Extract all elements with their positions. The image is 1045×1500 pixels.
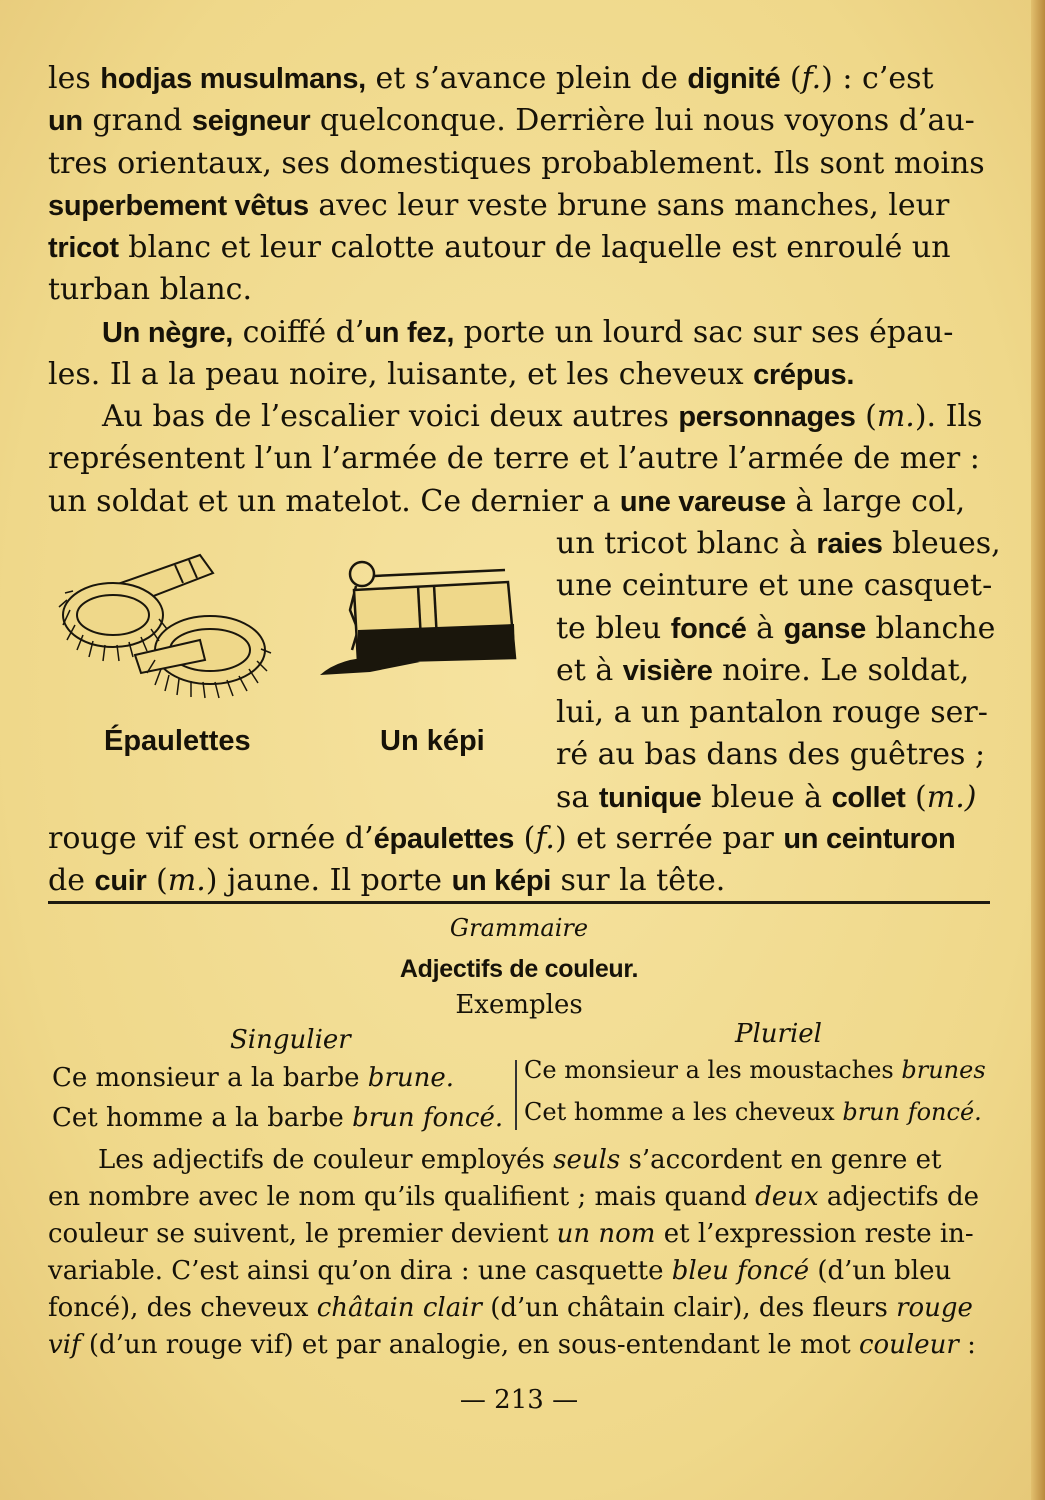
p3-r-line-3: te bleu foncé à ganse blanche — [556, 610, 996, 646]
singular-example-2: Cet homme a la barbe brun foncé. — [52, 1103, 504, 1133]
p3-line-4: rouge vif est ornée d’épaulettes (f.) et serrée par un ceinturon — [48, 821, 956, 856]
paragraph-2 — [48, 312, 988, 397]
p3-r-line-6: ré au bas dans des guêtres ; — [556, 737, 986, 773]
p3-r-line-1: un tricot blanc à raies bleues, — [556, 526, 1001, 561]
p3-line-5: de cuir (m.) jaune. Il porte un képi sur la tête. — [48, 863, 726, 899]
grammar-section-label: Grammaire — [449, 914, 589, 942]
grammar-title: Adjectifs de couleur. — [399, 955, 639, 983]
rule-line-3: couleur se suivent, le premier devient un nom et l’expression reste in- — [48, 1219, 974, 1249]
kepi-illustration — [310, 550, 525, 685]
paragraph-3-top — [48, 396, 988, 523]
paragraph-3-right-column — [556, 523, 1001, 819]
page-number: — 213 — — [459, 1385, 579, 1415]
p1-line-4: superbement vêtus avec leur veste brune sans manches, leur — [48, 187, 950, 223]
page-edge-shadow — [1031, 0, 1045, 1500]
p1-line-5: tricot blanc et leur calotte autour de laquelle est enroulé un — [48, 230, 951, 266]
examples-column-divider — [515, 1060, 517, 1130]
paragraph-3-bottom — [48, 818, 988, 903]
p3-line-3: un soldat et un matelot. Ce dernier a une vareuse à large col, — [48, 483, 966, 519]
p3-r-line-7: sa tunique bleue à collet (m.) — [556, 779, 977, 815]
p1-line-6: turban blanc. — [48, 272, 253, 308]
plural-label: Pluriel — [735, 1019, 823, 1049]
p3-line-1: Au bas de l’escalier voici deux autres personnages (m.). Ils — [102, 399, 983, 434]
p2-line-1: Un nègre, coiffé d’un fez, porte un lourd sac sur ses épau- — [102, 315, 954, 350]
section-divider — [48, 901, 990, 904]
p2-line-2: les. Il a la peau noire, luisante, et les cheveux crépus. — [48, 357, 855, 393]
grammar-rule-paragraph — [48, 1142, 988, 1364]
plural-example-2: Cet homme a les cheveux brun foncé. — [524, 1098, 982, 1126]
singular-example-1: Ce monsieur a la barbe brune. — [52, 1063, 455, 1093]
rule-line-5: foncé), des cheveux châtain clair (d’un châtain clair), des fleurs rouge — [48, 1293, 973, 1323]
p3-r-line-4: et à visière noire. Le soldat, — [556, 652, 970, 688]
p1-line-1: les hodjas musulmans, et s’avance plein de dignité (f.) : c’est — [48, 61, 934, 96]
p3-line-2: représentent l’un l’armée de terre et l’autre l’armée de mer : — [48, 441, 980, 477]
rule-line-2: en nombre avec le nom qu’ils qualifient ; mais quand deux adjectifs de — [48, 1182, 980, 1212]
singular-label: Singulier — [230, 1025, 351, 1055]
examples-label: Exemples — [455, 990, 583, 1020]
p3-r-line-2: une ceinture et une casquet- — [556, 568, 993, 604]
kepi-caption: Un képi — [380, 725, 485, 757]
paragraph-1 — [48, 58, 988, 312]
p1-line-3: tres orientaux, ses domestiques probablement. Ils sont moins — [48, 145, 985, 181]
epaulettes-illustration — [55, 545, 275, 705]
epaulettes-caption: Épaulettes — [104, 725, 251, 757]
p1-line-2: un grand seigneur quelconque. Derrière lui nous voyons d’au- — [48, 103, 975, 139]
rule-line-6: vif (d’un rouge vif) et par analogie, en sous-entendant le mot couleur : — [48, 1330, 976, 1360]
plural-example-1: Ce monsieur a les moustaches brunes — [524, 1056, 986, 1084]
rule-line-4: variable. C’est ainsi qu’on dira : une casquette bleu foncé (d’un bleu — [48, 1256, 952, 1286]
p3-r-line-5: lui, a un pantalon rouge ser- — [556, 695, 988, 731]
rule-line-1: Les adjectifs de couleur employés seuls s’accordent en genre et — [98, 1145, 942, 1175]
